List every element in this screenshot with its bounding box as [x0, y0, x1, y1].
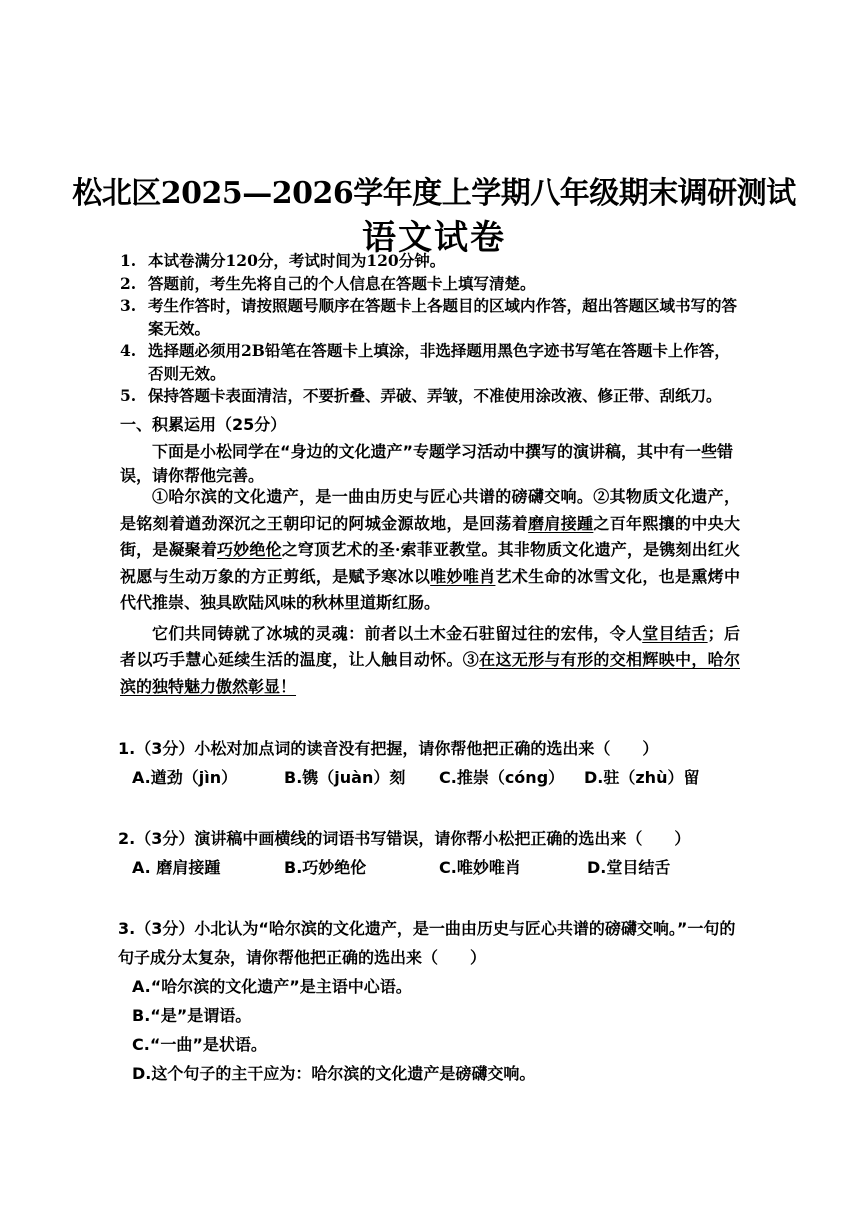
underlined-word: 磨肩接踵: [528, 513, 594, 533]
question-stem: 2.（3分）演讲稿中画横线的词语书写错误，请你帮小松把正确的选出来（ ）: [118, 829, 691, 848]
exam-subtitle: 语文试卷: [362, 218, 506, 258]
speech-passage: [120, 484, 740, 700]
instruction-text: 选择题必须用2B铅笔在答题卡上填涂，非选择题用黑色字迹书写笔在答题卡上作答，否则无效。: [148, 341, 730, 383]
question-2: [118, 824, 748, 882]
speech-text: 艺术生命的冰雪文化，也是熏烤中代代推崇、独具欧陆风味的秋林里道斯红肠。: [120, 566, 740, 612]
option-d[interactable]: D.这个句子的主干应为：哈尔滨的文化遗产是磅礴交响。: [132, 1064, 536, 1083]
instruction-text: 保持答题卡表面清洁，不要折叠、弄破、弄皱，不准使用涂改液、修正带、刮纸刀。: [148, 386, 722, 405]
instruction-item: [120, 250, 740, 273]
section-heading: 一、积累运用（25分）: [120, 415, 287, 434]
instruction-item: [120, 295, 740, 340]
option-d[interactable]: D.驻（zhù）留: [584, 768, 700, 787]
instruction-item: [120, 273, 740, 296]
option-a[interactable]: A.遒劲（jìn）: [132, 768, 238, 787]
question-options: [118, 853, 748, 882]
option-b[interactable]: B.镌（juàn）刻: [284, 768, 406, 787]
option-d[interactable]: D.堂目结舌: [587, 858, 671, 877]
speech-paragraph-2: [120, 621, 740, 701]
question-3: [118, 914, 748, 1088]
underlined-word: 唯妙唯肖: [430, 566, 496, 586]
underlined-word: 堂目结舌: [642, 623, 708, 643]
question-1: [118, 734, 748, 792]
option-a[interactable]: A. 磨肩接踵: [132, 858, 221, 877]
underlined-word: 巧妙绝伦: [217, 540, 282, 559]
option-c[interactable]: C.推崇（cóng）: [439, 768, 565, 787]
instruction-item: [120, 340, 740, 385]
speech-text: 之百年熙攘的中央大街，是凝聚着: [120, 513, 740, 559]
speech-text: ；后者以巧手慧心延续生活的温度，让人触目动怀。③: [120, 623, 740, 669]
question-options: [118, 763, 748, 792]
instruction-text: 本试卷满分120分，考试时间为120分钟。: [148, 251, 446, 270]
speech-text: ①哈尔滨的文化遗产，是一曲由历史与匠心共谱的磅礴交响。②其物质文化遗产，是铭刻着遒劲深沉之王朝印记的阿城金源故地，是回荡着: [120, 487, 740, 533]
speech-text: 它们共同铸就了冰城的灵魂：前者以土木金石驻留过往的宏伟，令人: [152, 623, 643, 643]
option-c[interactable]: C.“一曲”是状语。: [132, 1035, 267, 1054]
speech-paragraph-1: [120, 484, 740, 617]
option-a[interactable]: A.“哈尔滨的文化遗产”是主语中心语。: [132, 977, 412, 996]
instructions-list: [120, 250, 740, 408]
instruction-number: 4.: [120, 341, 137, 360]
question-stem: 1.（3分）小松对加点词的读音没有把握，请你帮他把正确的选出来（ ）: [118, 739, 659, 758]
instruction-item: [120, 385, 740, 408]
instruction-number: 3.: [120, 296, 137, 315]
option-b[interactable]: B.巧妙绝伦: [284, 858, 367, 877]
instruction-text: 答题前，考生先将自己的个人信息在答题卡上填写清楚。: [148, 273, 536, 293]
instruction-number: 1.: [120, 251, 137, 270]
question-stem: 3.（3分）小北认为“哈尔滨的文化遗产，是一曲由历史与匠心共谱的磅礴交响。”一句的句子成分太复杂，请你帮他把正确的选出来（ ）: [118, 919, 736, 967]
instruction-number: 2.: [120, 273, 137, 293]
instruction-text: 考生作答时，请按照题号顺序在答题卡上各题目的区域内作答，超出答题区域书写的答案无效。: [148, 296, 738, 338]
underlined-sentence: 在这无形与有形的交相辉映中，哈尔滨的独特魅力傲然彰显！: [120, 650, 740, 696]
option-c[interactable]: C.唯妙唯肖: [439, 858, 521, 877]
exam-title: 松北区2025—2026学年度上学期八年级期末调研测试: [72, 176, 796, 211]
section-intro: 下面是小松同学在“身边的文化遗产”专题学习活动中撰写的演讲稿，其中有一些错误，请你帮他完善。: [120, 442, 734, 485]
option-b[interactable]: B.“是”是谓语。: [132, 1006, 252, 1025]
instruction-number: 5.: [120, 386, 137, 405]
speech-text: 之穹顶艺术的圣·索菲亚教堂。其非物质文化遗产，是镌刻出红火祝愿与生动万象的方正剪纸，是赋予寒冰以: [120, 540, 740, 586]
